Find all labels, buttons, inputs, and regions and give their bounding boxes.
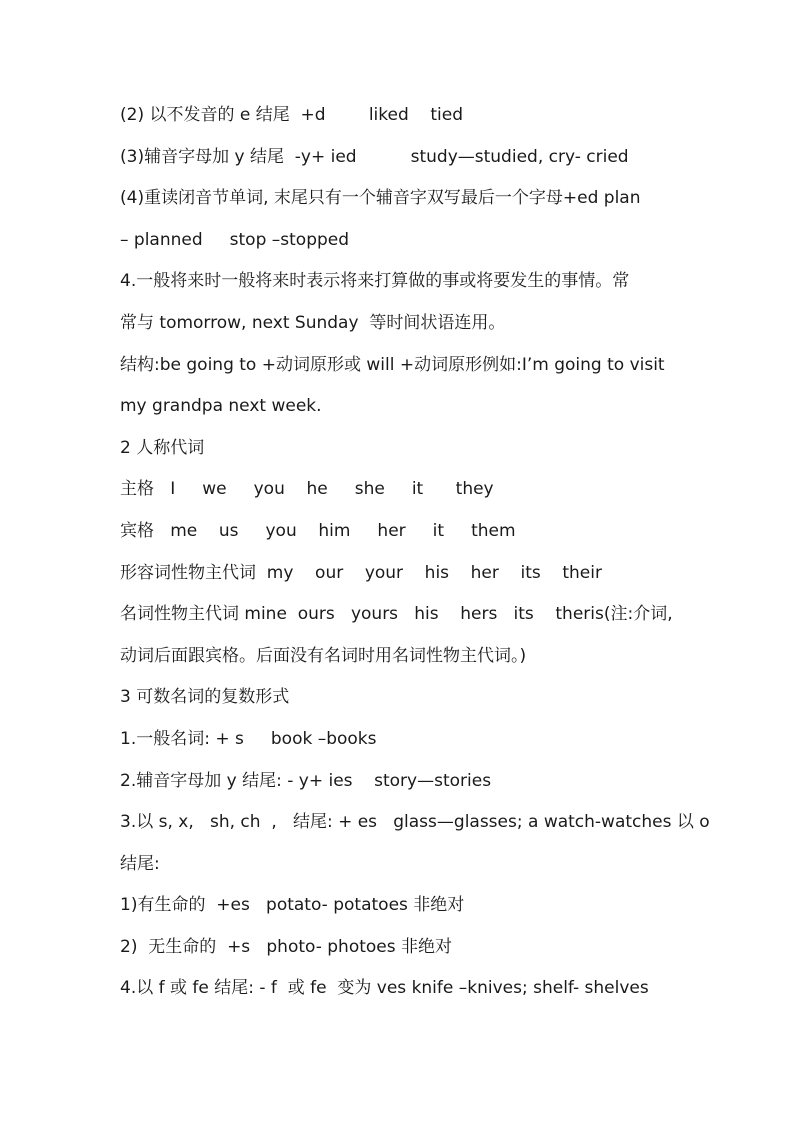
text-line: 4.一般将来时一般将来时表示将来打算做的事或将要发生的事情。常: [120, 271, 630, 292]
section-heading: 2 人称代词: [120, 437, 205, 458]
text-line: 2.辅音字母加 y 结尾: - y+ ies story—stories: [120, 770, 492, 791]
section-heading: 3 可数名词的复数形式: [120, 687, 290, 708]
text-line: 1.一般名词: + s book –books: [120, 728, 377, 749]
text-line: 1)有生命的 +es potato- potatoes 非绝对: [120, 895, 465, 916]
text-line: my grandpa next week.: [120, 396, 322, 417]
text-line: 形容词性物主代词 my our your his her its their: [120, 562, 602, 583]
text-line: 2) 无生命的 +s photo- photoes 非绝对: [120, 936, 453, 957]
text-line: 结构:be going to +动词原形或 will +动词原形例如:I’m going to visit: [120, 354, 665, 375]
text-line: 宾格 me us you him her it them: [120, 520, 516, 541]
text-line: 常与 tomorrow, next Sunday 等时间状语连用。: [120, 312, 506, 333]
text-line: (3)辅音字母加 y 结尾 -y+ ied study—studied, cry- cried: [120, 146, 629, 167]
text-line: – planned stop –stopped: [120, 229, 350, 250]
text-line: 4.以 f 或 fe 结尾: - f 或 fe 变为 ves knife –knives; shelf- shelves: [120, 978, 649, 999]
text-line: 名词性物主代词 mine ours yours his hers its theris(注:介词,: [120, 604, 673, 625]
text-line: (2) 以不发音的 e 结尾 +d liked tied: [120, 105, 464, 125]
text-line: 结尾:: [120, 853, 160, 874]
document-body: [120, 95, 710, 1010]
text-line: 3.以 s, x, sh, ch , 结尾: + es glass—glasses; a watch-watches 以 o: [120, 812, 710, 833]
text-line: 主格 I we you he she it they: [120, 479, 494, 500]
text-line: (4)重读闭音节单词, 末尾只有一个辅音字双写最后一个字母+ed plan: [120, 188, 641, 209]
text-line: 动词后面跟宾格。后面没有名词时用名词性物主代词。): [120, 645, 527, 666]
